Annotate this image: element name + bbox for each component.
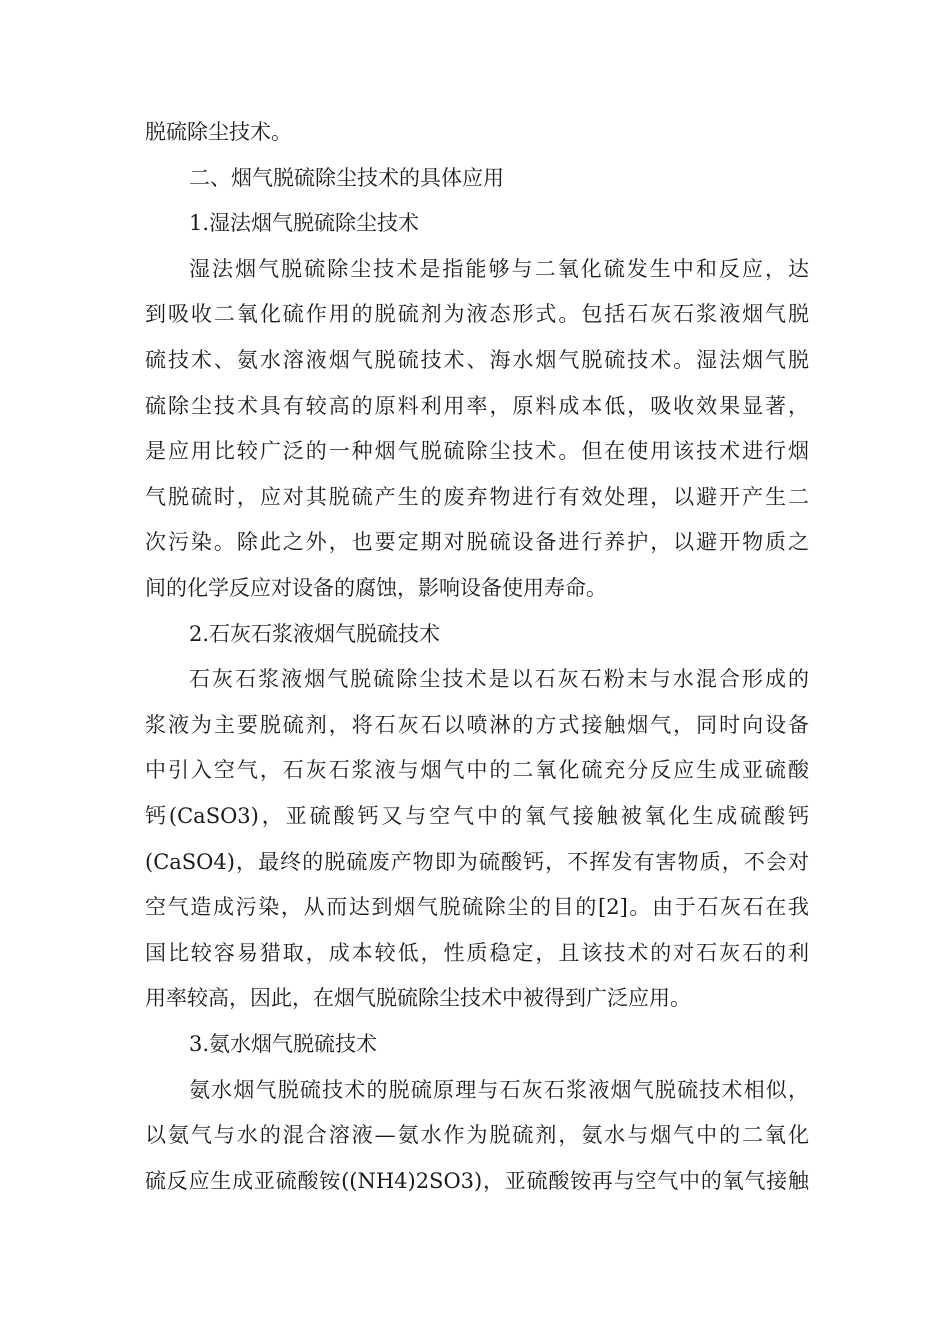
text-line: 石灰石浆液烟气脱硫除尘技术是以石灰石粉末与水混合形成的 <box>189 667 809 692</box>
text-line: 是应用比较广泛的一种烟气脱硫除尘技术。但在使用该技术进行烟 <box>145 439 809 464</box>
text-line: 钙(CaSO3)，亚硫酸钙又与空气中的氧气接触被氧化生成硫酸钙 <box>145 804 809 828</box>
text-line: 以氨气与水的混合溶液—氨水作为脱硫剂，氨水与烟气中的二氧化 <box>145 1123 809 1148</box>
text-line: 硫除尘技术具有较高的原料利用率，原料成本低，吸收效果显著， <box>145 393 809 418</box>
text-line: (CaSO4)，最终的脱硫废产物即为硫酸钙，不挥发有害物质，不会对 <box>145 849 809 874</box>
text-line: 1.湿法烟气脱硫除尘技术 <box>189 211 420 236</box>
text-line: 到吸收二氧化硫作用的脱硫剂为液态形式。包括石灰石浆液烟气脱 <box>145 302 809 327</box>
text-line: 2.石灰石浆液烟气脱硫技术 <box>189 621 441 646</box>
text-line: 硫反应生成亚硫酸铵((NH4)2SO3)，亚硫酸铵再与空气中的氧气接触 <box>145 1168 809 1193</box>
text-line: 中引入空气，石灰石浆液与烟气中的二氧化硫充分反应生成亚硫酸 <box>145 758 809 783</box>
text-line: 用率较高，因此，在烟气脱硫除尘技术中被得到广泛应用。 <box>145 986 691 1011</box>
text-line: 浆液为主要脱硫剂，将石灰石以喷淋的方式接触烟气，同时向设备 <box>145 712 809 737</box>
text-line: 硫技术、氨水溶液烟气脱硫技术、海水烟气脱硫技术。湿法烟气脱 <box>145 348 809 372</box>
text-line: 空气造成污染，从而达到烟气脱硫除尘的目的[2]。由于石灰石在我 <box>145 895 809 920</box>
text-line: 次污染。除此之外，也要定期对脱硫设备进行养护，以避开物质之 <box>145 530 809 555</box>
text-line: 国比较容易猎取，成本较低，性质稳定，且该技术的对石灰石的利 <box>145 940 809 965</box>
text-line: 间的化学反应对设备的腐蚀，影响设备使用寿命。 <box>145 576 607 600</box>
text-line: 脱硫除尘技术。 <box>145 120 292 144</box>
text-line: 二、烟气脱硫除尘技术的具体应用 <box>189 165 504 190</box>
text-line: 3.氨水烟气脱硫技术 <box>189 1032 378 1056</box>
text-line: 氨水烟气脱硫技术的脱硫原理与石灰石浆液烟气脱硫技术相似， <box>189 1077 809 1102</box>
text-line: 气脱硫时，应对其脱硫产生的废弃物进行有效处理，以避开产生二 <box>145 484 809 509</box>
text-line: 湿法烟气脱硫除尘技术是指能够与二氧化硫发生中和反应，达 <box>189 256 809 281</box>
